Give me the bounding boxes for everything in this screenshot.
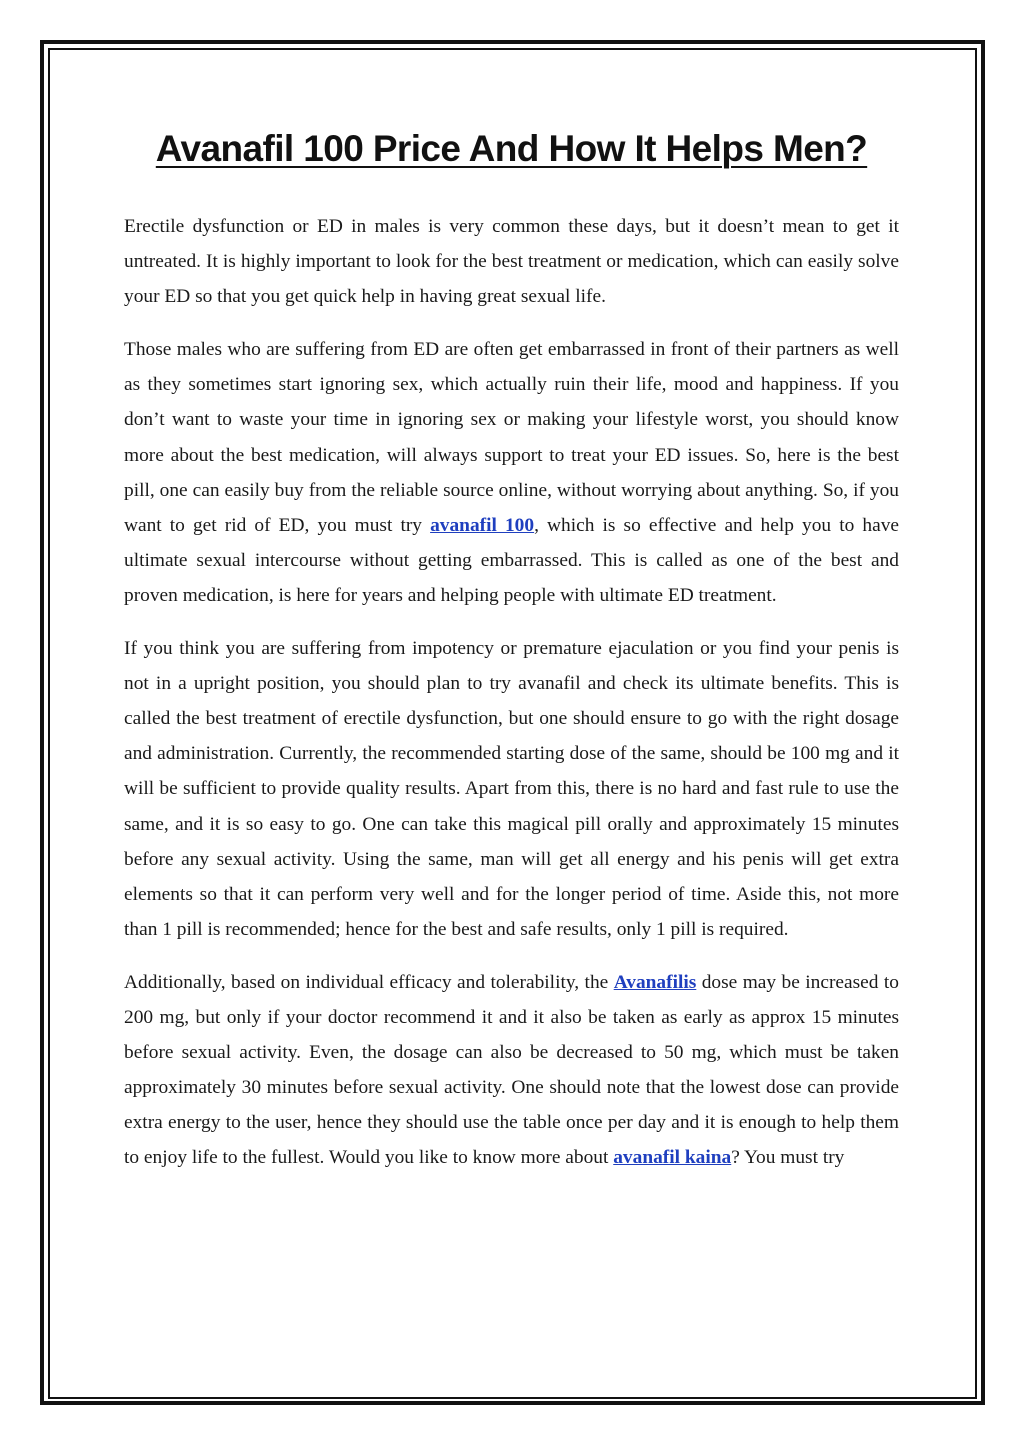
paragraph-4-text-start: Additionally, based on individual efficacy and tolerability, the bbox=[124, 971, 614, 993]
paragraph-1: Erectile dysfunction or ED in males is very common these days, but it doesn’t mean to get it untreated. It is highly important to look for the best treatment or medication, which can easily solve your ED so that you get quick help in having great sexual life. bbox=[124, 216, 899, 308]
paragraph-2 bbox=[124, 332, 899, 613]
avanafilis-link[interactable]: Avanafilis bbox=[613, 971, 697, 993]
paragraph-4-text-middle: dose may be increased to 200 mg, but only if your doctor recommend it and it also be taken as early as approx 15 minutes before sexual activity. Even, the dosage can also be decreased to 50 mg, which must be taken approximately 30 minutes before sexual activity. One should note that the lowest dose can provide extra energy to the user, hence they should use the table once per day and it is enough to help them to enjoy life to the fullest. Would you like to know more about bbox=[124, 971, 899, 1169]
paragraph-4-text-end: ? You must try bbox=[731, 1147, 845, 1169]
avanafil-100-link[interactable]: avanafil 100 bbox=[430, 514, 535, 536]
paragraph-3: If you think you are suffering from impotency or premature ejaculation or you find your penis is not in a upright position, you should plan to try avanafil and check its ultimate benefits. This is called the best treatment of erectile dysfunction, but one should ensure to go with the right dosage and administration. Currently, the recommended starting dose of the same, should be 100 mg and it will be sufficient to provide quality results. Apart from this, there is no hard and fast rule to use the same, and it is so easy to go. One can take this magical pill orally and approximately 15 minutes before any sexual activity. Using the same, man will get all energy and his penis will get extra elements so that it can perform very well and for the longer period of time. Aside this, not more than 1 pill is recommended; hence for the best and safe results, only 1 pill is required. bbox=[124, 638, 899, 940]
paragraph-4 bbox=[124, 965, 899, 1176]
paragraph-2-text-start: Those males who are suffering from ED are often get embarrassed in front of their partners as well as they sometimes start ignoring sex, which actually ruin their life, mood and happiness. If you don’t want to waste your time in ignoring sex or making your lifestyle worst, you should know more about the best medication, will always support to treat your ED issues. So, here is the best pill, one can easily buy from the reliable source online, without worrying about anything. So, if you want to get rid of ED, you must try bbox=[124, 339, 899, 536]
paragraph-2-text-end: , which is so effective and help you to have ultimate sexual intercourse without getting embarrassed. This is called as one of the best and proven medication, is here for years and helping people with ultimate ED treatment. bbox=[124, 514, 899, 606]
document-title: Avanafil 100 Price And How It Helps Men? bbox=[155, 128, 868, 169]
avanafil-kaina-link[interactable]: avanafil kaina bbox=[613, 1147, 732, 1169]
document-body bbox=[124, 209, 899, 1193]
